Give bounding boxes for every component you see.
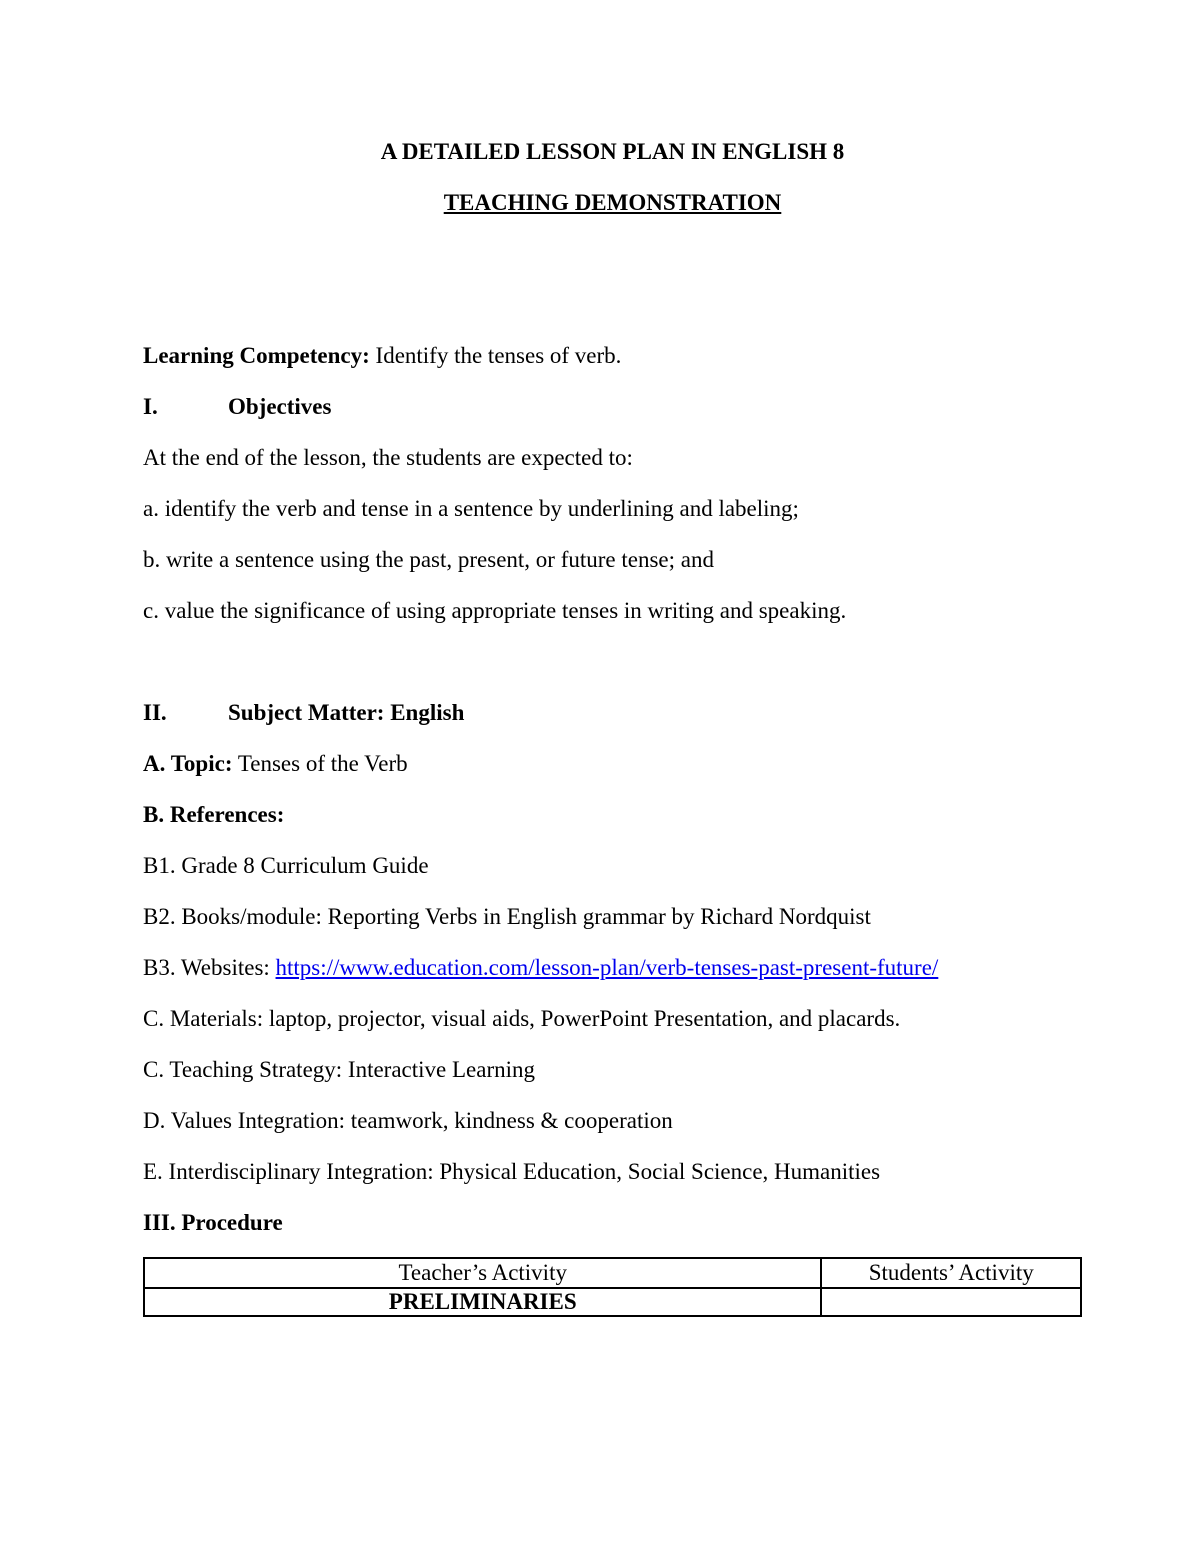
reference-b1: B1. Grade 8 Curriculum Guide [143,853,429,878]
learning-competency-line [143,330,1082,381]
page-subtitle: TEACHING DEMONSTRATION [443,190,782,215]
objectives-heading [143,381,1082,432]
page-title: A DETAILED LESSON PLAN IN ENGLISH 8 [380,139,845,164]
learning-competency-label: Learning Competency: [143,343,370,368]
values-integration-line: D. Values Integration: teamwork, kindness & cooperation [143,1108,673,1133]
interdisciplinary-integration-line: E. Interdisciplinary Integration: Physical Education, Social Science, Humanities [143,1159,881,1184]
learning-competency-text: Identify the tenses of verb. [369,343,622,368]
reference-b3-label: B3. Websites: [143,955,276,980]
subject-matter-numeral: II. [143,700,167,725]
topic-line [143,738,1082,789]
procedure-table [143,1257,1082,1317]
topic-label: A. Topic: [143,751,233,776]
materials-line: C. Materials: laptop, projector, visual aids, PowerPoint Presentation, and placards. [143,1006,901,1031]
reference-b3 [143,942,1082,993]
procedure-table-header-row [144,1258,1081,1288]
subject-matter-heading [143,687,1082,738]
topic-text: Tenses of the Verb [232,751,408,776]
reference-b2: B2. Books/module: Reporting Verbs in English grammar by Richard Nordquist [143,904,871,929]
teaching-strategy-line: C. Teaching Strategy: Interactive Learning [143,1057,536,1082]
reference-b3-hyperlink[interactable]: https://www.education.com/lesson-plan/verb-tenses-past-present-future/ [275,955,939,980]
objective-item-c: c. value the significance of using appropriate tenses in writing and speaking. [143,598,847,623]
objectives-intro: At the end of the lesson, the students are expected to: [143,445,633,470]
objectives-numeral: I. [143,394,158,419]
subject-matter-heading-label: Subject Matter: English [228,700,465,725]
objective-item-b: b. write a sentence using the past, present, or future tense; and [143,547,714,572]
students-activity-header: Students’ Activity [821,1258,1081,1288]
preliminaries-empty-cell [821,1288,1081,1316]
procedure-table-preliminaries-row [144,1288,1081,1316]
objective-item-a: a. identify the verb and tense in a sentence by underlining and labeling; [143,496,799,521]
objectives-heading-label: Objectives [228,394,332,419]
preliminaries-cell: PRELIMINARIES [144,1288,821,1316]
teachers-activity-header: Teacher’s Activity [144,1258,821,1288]
procedure-heading: III. Procedure [143,1210,283,1235]
references-label: B. References: [143,802,285,827]
